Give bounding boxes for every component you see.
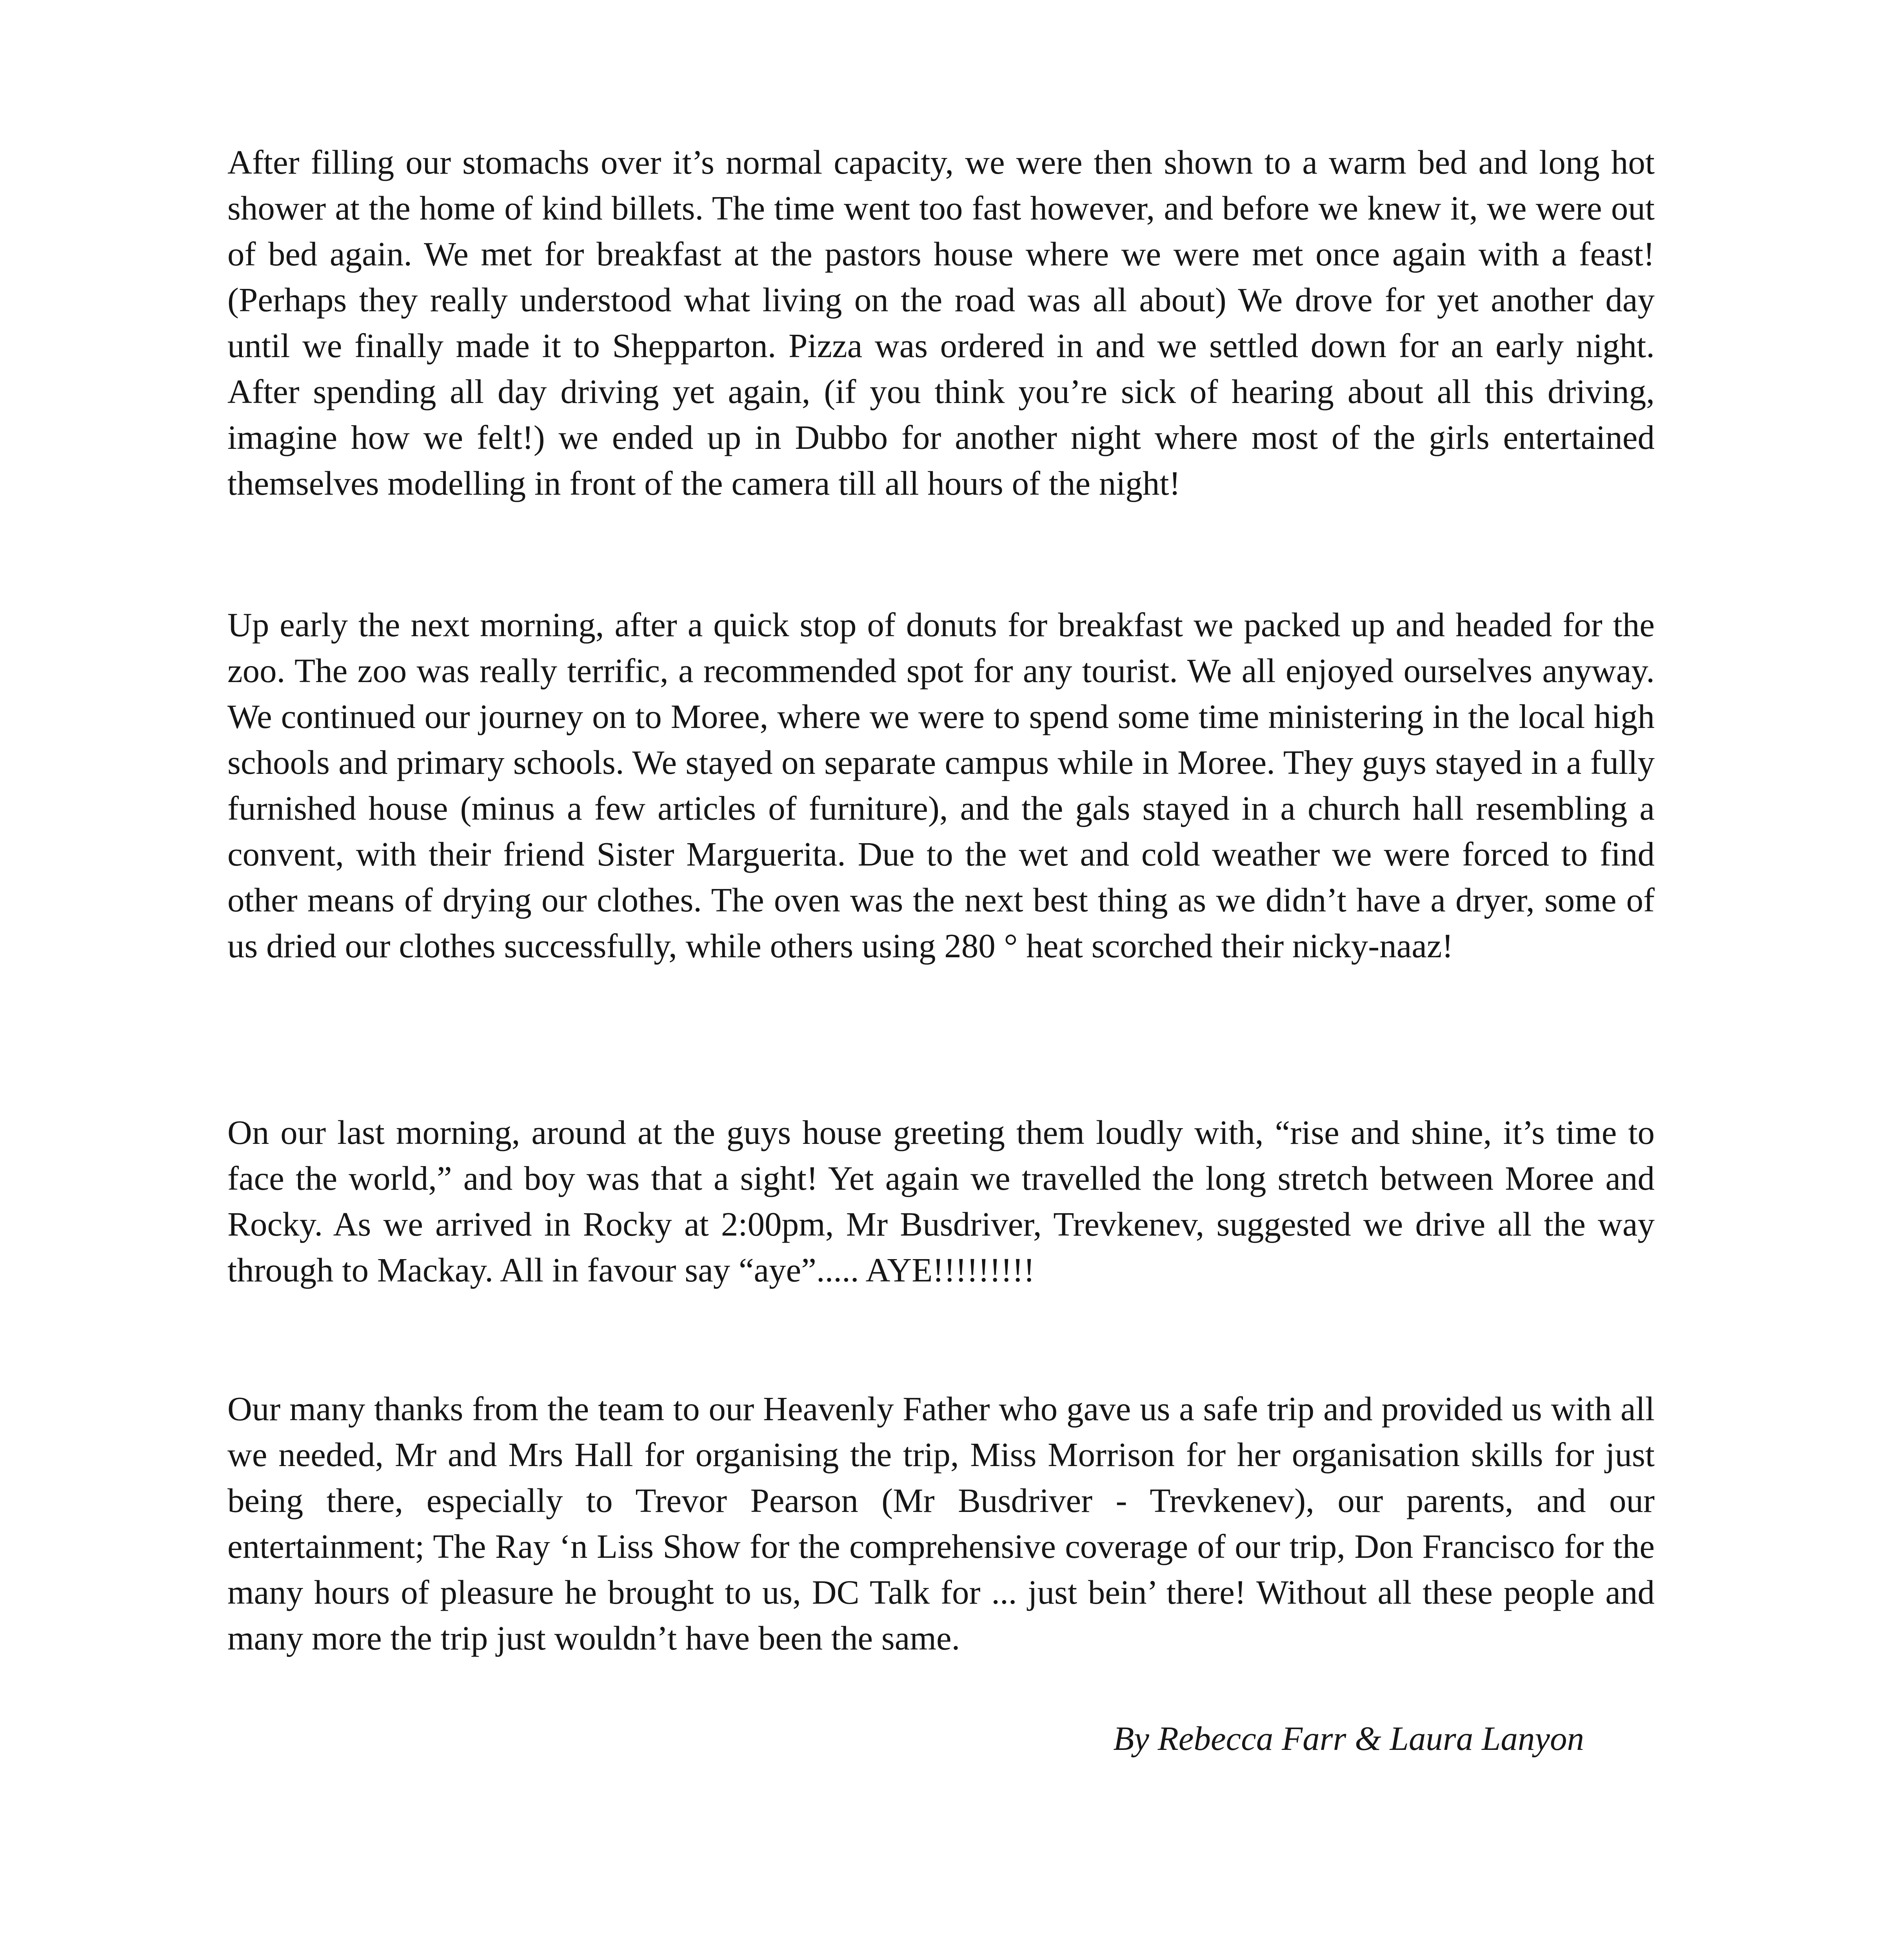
article-paragraph-2: Up early the next morning, after a quick stop of donuts for breakfast we packed up and headed for the zoo. The zoo was really terrific, a recommended spot for any tourist. We all enjoyed ourselves anyway. We continued our journey on to Moree, where we were to spend some time ministering in the local high schools and primary schools. We stayed on separate campus while in Moree. They guys stayed in a fully furnished house (minus a few articles of furniture), and the gals stayed in a church hall resembling a convent, with their friend Sister Marguerita. Due to the wet and cold weather we were forced to find other means of drying our clothes. The oven was the next best thing as we didn’t have a dryer, some of us dried our clothes successfully, while others using 280 ° heat scorched their nicky-naaz! [227, 606, 1655, 965]
article-paragraph-4: Our many thanks from the team to our Heavenly Father who gave us a safe trip and provided us with all we needed, Mr and Mrs Hall for organising the trip, Miss Morrison for her organisation skills for just being there, especially to Trevor Pearson (Mr Busdriver - Trevkenev), our parents, and our entertainment; The Ray ‘n Liss Show for the comprehensive coverage of our trip, Don Francisco for the many hours of pleasure he brought to us, DC Talk for ... just bein’ there! Without all these people and many more the trip just wouldn’t have been the same. [227, 1390, 1655, 1657]
article-byline: By Rebecca Farr & Laura Lanyon [1113, 1719, 1584, 1757]
article-paragraph-3: On our last morning, around at the guys house greeting them loudly with, “rise and shine, it’s time to face the world,” and boy was that a sight! Yet again we travelled the long stretch between Moree and Rocky. As we arrived in Rocky at 2:00pm, Mr Busdriver, Trevkenev, suggested we drive all the way through to Mackay. All in favour say “aye”..... AYE!!!!!!!!! [227, 1113, 1655, 1289]
article-paragraph-1: After filling our stomachs over it’s normal capacity, we were then shown to a warm bed and long hot shower at the home of kind billets. The time went too fast however, and before we knew it, we were out of bed again. We met for breakfast at the pastors house where we were met once again with a feast! (Perhaps they really understood what living on the road was all about) We drove for yet another day until we finally made it to Shepparton. Pizza was ordered in and we settled down for an early night. After spending all day driving yet again, (if you think you’re sick of hearing about all this driving, imagine how we felt!) we ended up in Dubbo for another night where most of the girls entertained themselves modelling in front of the camera till all hours of the night! [227, 143, 1655, 502]
